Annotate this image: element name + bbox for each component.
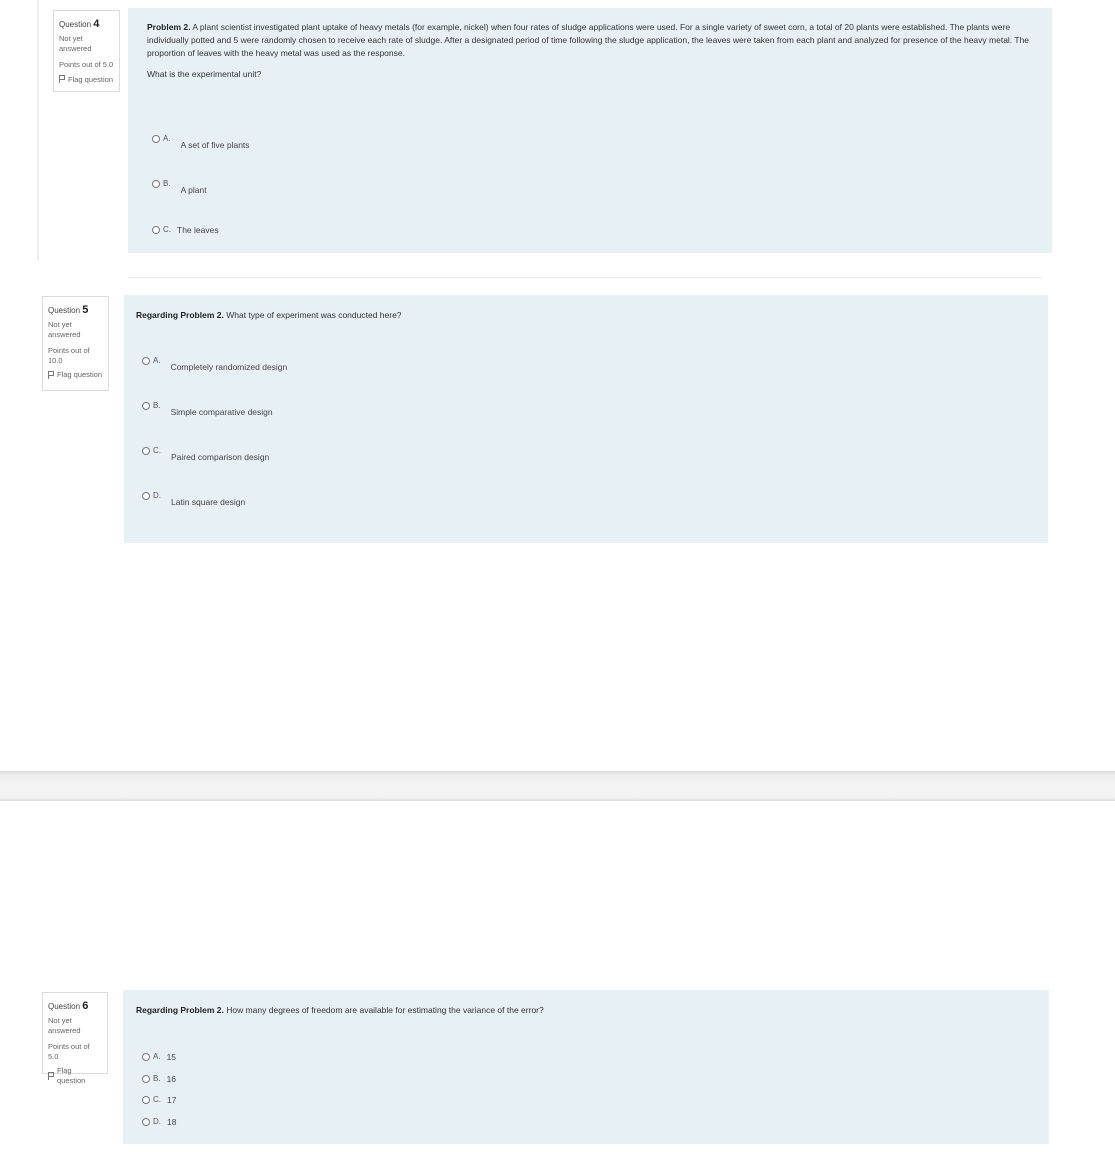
question-number-value: 4	[93, 18, 100, 30]
option-letter: A.	[153, 356, 161, 365]
question-4-option-b[interactable]	[152, 179, 207, 195]
question-5-option-b[interactable]	[142, 401, 273, 417]
option-text: 17	[167, 1095, 177, 1105]
radio-button[interactable]	[152, 180, 160, 188]
question-6-option-d[interactable]	[142, 1117, 176, 1127]
flag-question-label: Flag question	[57, 1066, 86, 1086]
screenshot-divider	[0, 771, 1115, 801]
question-prompt: How many degrees of freedom are available for estimating the variance of the error?	[226, 1005, 544, 1015]
radio-button[interactable]	[142, 1075, 150, 1083]
radio-button[interactable]	[152, 135, 160, 143]
flag-icon	[59, 75, 65, 83]
question-number: Question 4	[59, 18, 100, 30]
question-6-option-b[interactable]	[142, 1074, 176, 1084]
option-text: Completely randomized design	[170, 362, 288, 372]
flag-question-label: Flag question	[68, 74, 114, 84]
question-4-info	[53, 10, 120, 92]
question-6-option-a[interactable]	[142, 1052, 176, 1062]
problem-reference: Regarding Problem 2.	[136, 1005, 224, 1015]
flag-icon	[48, 371, 54, 379]
option-letter: B.	[163, 179, 171, 188]
flag-icon	[48, 1072, 54, 1080]
question-6-text	[136, 1004, 1036, 1017]
radio-button[interactable]	[142, 1053, 150, 1061]
option-letter: B.	[153, 401, 161, 410]
question-number: Question 6	[48, 1000, 89, 1012]
left-border-line	[37, 0, 39, 260]
problem-reference: Regarding Problem 2.	[136, 310, 224, 320]
question-points: Points out of 10.0	[48, 345, 90, 365]
question-5-text	[136, 309, 1036, 322]
option-letter: C.	[153, 1095, 161, 1104]
question-5-info	[42, 296, 109, 391]
option-letter: A.	[153, 1052, 161, 1061]
radio-button[interactable]	[142, 402, 150, 410]
option-letter: C.	[163, 225, 171, 234]
problem-description: A plant scientist investigated plant uptake of heavy metals (for example, nickel) when four rates of sludge applications were used. For a single variety of sweet corn, a total of 20 plants were established. The plants were individually potted and 5 were randomly chosen to receive each rate of sludge. After a designated period of time following the sludge application, the leaves were taken from each plant and analyzed for presence of the heavy metal. The proportion of leaves with the heavy metal was used as the response.	[147, 22, 1030, 59]
question-state: Not yet answered	[59, 34, 92, 54]
radio-button[interactable]	[142, 492, 150, 500]
problem-title: Problem 2.	[147, 22, 191, 32]
question-state: Not yet answered	[48, 1016, 81, 1036]
option-letter: D.	[153, 1117, 161, 1126]
question-6-info	[42, 992, 108, 1086]
radio-button[interactable]	[142, 357, 150, 365]
option-text: A set of five plants	[180, 140, 250, 150]
option-text: 18	[167, 1117, 177, 1127]
question-4-prompt: What is the experimental unit?	[147, 69, 262, 79]
radio-button[interactable]	[152, 226, 160, 234]
option-letter: D.	[153, 491, 161, 500]
question-number-value: 5	[82, 304, 89, 316]
question-number: Question 5	[48, 304, 89, 316]
radio-button[interactable]	[142, 1096, 150, 1104]
option-text: 15	[166, 1052, 177, 1062]
question-4-option-c[interactable]	[152, 225, 219, 235]
question-separator	[128, 277, 1042, 278]
option-letter: A.	[163, 134, 171, 143]
radio-button[interactable]	[142, 447, 150, 455]
option-text: Simple comparative design	[170, 407, 273, 417]
question-5-option-c[interactable]	[142, 446, 269, 462]
option-text: 16	[166, 1074, 177, 1084]
option-letter: C.	[153, 446, 161, 455]
option-text: Latin square design	[171, 497, 246, 507]
flag-question-label: Flag question	[57, 370, 103, 380]
question-points: Points out of 5.0	[48, 1041, 90, 1061]
flag-question-button[interactable]	[48, 370, 103, 380]
option-text: Paired comparison design	[171, 452, 270, 462]
option-letter: B.	[153, 1074, 161, 1083]
question-points: Points out of 5.0	[59, 59, 114, 69]
question-5-content	[124, 295, 1048, 543]
flag-question-button[interactable]	[59, 75, 114, 85]
flag-question-button[interactable]	[48, 1066, 102, 1086]
question-4-text	[147, 21, 1045, 61]
question-6-option-c[interactable]	[142, 1095, 176, 1105]
question-5-option-a[interactable]	[142, 356, 287, 372]
question-4-option-a[interactable]	[152, 134, 250, 150]
question-5-option-d[interactable]	[142, 491, 245, 507]
option-text: The leaves	[177, 225, 219, 235]
question-number-value: 6	[82, 1000, 89, 1012]
question-prompt: What type of experiment was conducted here?	[226, 310, 402, 320]
option-text: A plant	[180, 185, 207, 195]
question-state: Not yet answered	[48, 320, 81, 340]
radio-button[interactable]	[142, 1118, 150, 1126]
